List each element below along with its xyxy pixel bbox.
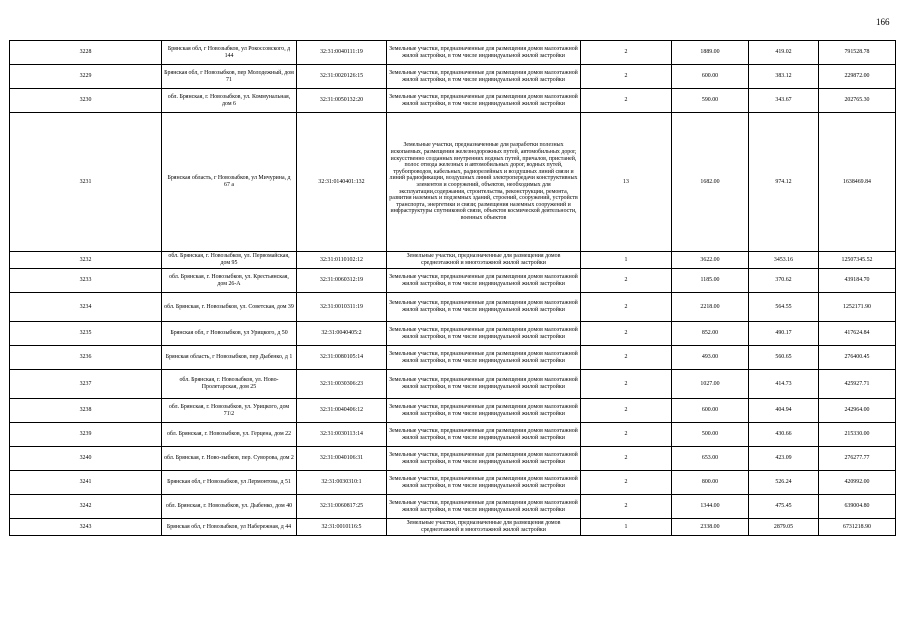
area-cell: 3622.00: [672, 252, 749, 269]
cadastral-value-cell: 229872.00: [819, 65, 896, 89]
row-number: 3231: [10, 113, 162, 252]
group-cell: 2: [581, 346, 672, 370]
specific-value-cell: 370.62: [749, 269, 819, 293]
area-cell: 1344.00: [672, 495, 749, 519]
cadastral-number-cell: 32:31:0030113:14: [297, 423, 387, 447]
specific-value-cell: 404.94: [749, 399, 819, 423]
cadastral-value-cell: 276400.45: [819, 346, 896, 370]
group-cell: 2: [581, 370, 672, 399]
row-number: 3230: [10, 89, 162, 113]
group-cell: 2: [581, 41, 672, 65]
group-cell: 2: [581, 65, 672, 89]
cadastral-number-cell: 32:31:0040106:31: [297, 447, 387, 471]
address-cell: обл. Брянская, г. Новозыбков, ул. Герцена, дом 22: [162, 423, 297, 447]
group-cell: 2: [581, 89, 672, 113]
specific-value-cell: 526.24: [749, 471, 819, 495]
group-cell: 2: [581, 471, 672, 495]
table-row: [10, 370, 896, 399]
specific-value-cell: 430.66: [749, 423, 819, 447]
cadastral-number-cell: 32:31:0040406:12: [297, 399, 387, 423]
land-use-cell: Земельные участки, предназначенные для размещения домов малоэтажной жилой застройки, в том числе индивидуальной жилой застройки: [387, 65, 581, 89]
address-cell: Брянская область, г Новозыбков, пер Дыбенко, д 1: [162, 346, 297, 370]
cadastral-value-cell: 1252171.90: [819, 293, 896, 322]
cadastral-value-cell: 417624.84: [819, 322, 896, 346]
area-cell: 493.00: [672, 346, 749, 370]
area-cell: 800.00: [672, 471, 749, 495]
row-number: 3242: [10, 495, 162, 519]
area-cell: 500.00: [672, 423, 749, 447]
land-use-cell: Земельные участки, предназначенные для размещения домов малоэтажной жилой застройки, в том числе индивидуальной жилой застройки: [387, 346, 581, 370]
specific-value-cell: 383.12: [749, 65, 819, 89]
row-number: 3228: [10, 41, 162, 65]
group-cell: 2: [581, 293, 672, 322]
land-use-cell: Земельные участки, предназначенные для размещения домов малоэтажной жилой застройки, в том числе индивидуальной жилой застройки: [387, 269, 581, 293]
land-use-cell: Земельные участки, предназначенные для размещения домов малоэтажной жилой застройки, в том числе индивидуальной жилой застройки: [387, 293, 581, 322]
group-cell: 1: [581, 252, 672, 269]
area-cell: 852.00: [672, 322, 749, 346]
table-row: [10, 269, 896, 293]
cadastral-number-cell: 32:31:0140401:132: [297, 113, 387, 252]
table-row: [10, 423, 896, 447]
land-use-cell: Земельные участки, предназначенные для размещения домов среднеэтажной и многоэтажной жилой застройки: [387, 519, 581, 536]
address-cell: обл. Брянская, г. Новозыбков, ул. Урицкого, дом 71\2: [162, 399, 297, 423]
cadastral-number-cell: 32:31:0010116:5: [297, 519, 387, 536]
land-registry-table: [9, 40, 896, 536]
group-cell: 13: [581, 113, 672, 252]
address-cell: Брянская обл, г Новозыбков, ул Урицкого, д 50: [162, 322, 297, 346]
table-row: [10, 346, 896, 370]
table-row: [10, 293, 896, 322]
land-use-cell: Земельные участки, предназначенные для размещения домов среднеэтажной и многоэтажной жилой застройки: [387, 252, 581, 269]
area-cell: 1185.00: [672, 269, 749, 293]
group-cell: 2: [581, 423, 672, 447]
specific-value-cell: 414.73: [749, 370, 819, 399]
address-cell: Брянская обл, г Новозыбков, ул Набережная, д 44: [162, 519, 297, 536]
land-use-cell: Земельные участки, предназначенные для размещения домов малоэтажной жилой застройки, в том числе индивидуальной жилой застройки: [387, 399, 581, 423]
cadastral-value-cell: 439184.70: [819, 269, 896, 293]
table-row: [10, 399, 896, 423]
address-cell: обл. Брянская, г. Новозыбков, ул. Крестьянская, дом 26-А: [162, 269, 297, 293]
table-body: [10, 41, 896, 536]
address-cell: обл. Брянская, г. Новозыбков, ул. Дыбенко, дом 40: [162, 495, 297, 519]
specific-value-cell: 343.67: [749, 89, 819, 113]
address-cell: обл. Брянская, г. Новозыбков, ул. Советская, дом 39: [162, 293, 297, 322]
area-cell: 1682.00: [672, 113, 749, 252]
table-row: [10, 495, 896, 519]
area-cell: 590.00: [672, 89, 749, 113]
row-number: 3236: [10, 346, 162, 370]
group-cell: 1: [581, 519, 672, 536]
row-number: 3239: [10, 423, 162, 447]
land-use-cell: Земельные участки, предназначенные для размещения домов малоэтажной жилой застройки, в том числе индивидуальной жилой застройки: [387, 471, 581, 495]
cadastral-number-cell: 32:31:0030306:23: [297, 370, 387, 399]
table-row: [10, 252, 896, 269]
table-row: [10, 519, 896, 536]
area-cell: 1889.00: [672, 41, 749, 65]
specific-value-cell: 560.65: [749, 346, 819, 370]
land-use-cell: Земельные участки, предназначенные для размещения домов малоэтажной жилой застройки, в том числе индивидуальной жилой застройки: [387, 89, 581, 113]
group-cell: 2: [581, 322, 672, 346]
cadastral-number-cell: 32:31:0080105:14: [297, 346, 387, 370]
row-number: 3238: [10, 399, 162, 423]
cadastral-number-cell: 32:31:0010311:19: [297, 293, 387, 322]
row-number: 3237: [10, 370, 162, 399]
area-cell: 653.00: [672, 447, 749, 471]
row-number: 3234: [10, 293, 162, 322]
row-number: 3235: [10, 322, 162, 346]
address-cell: обл. Брянская, г. Новозыбков, ул. Ново-Пролетарская, дом 25: [162, 370, 297, 399]
specific-value-cell: 423.09: [749, 447, 819, 471]
table-row: [10, 322, 896, 346]
row-number: 3240: [10, 447, 162, 471]
table-row: [10, 89, 896, 113]
row-number: 3241: [10, 471, 162, 495]
cadastral-value-cell: 12507345.52: [819, 252, 896, 269]
cadastral-value-cell: 791528.78: [819, 41, 896, 65]
cadastral-number-cell: 32:31:0040405:2: [297, 322, 387, 346]
row-number: 3243: [10, 519, 162, 536]
area-cell: 600.00: [672, 65, 749, 89]
address-cell: обл. Брянская, г. Ново-зыбков, пер. Суворова, дом 2: [162, 447, 297, 471]
specific-value-cell: 490.17: [749, 322, 819, 346]
cadastral-value-cell: 202765.30: [819, 89, 896, 113]
group-cell: 2: [581, 269, 672, 293]
cadastral-number-cell: 32:31:0030310:1: [297, 471, 387, 495]
land-use-cell: Земельные участки, предназначенные для размещения домов малоэтажной жилой застройки, в том числе индивидуальной жилой застройки: [387, 370, 581, 399]
address-cell: обл. Брянская, г. Новозыбков, ул. Коммунальная, дом 6: [162, 89, 297, 113]
group-cell: 2: [581, 399, 672, 423]
specific-value-cell: 2879.05: [749, 519, 819, 536]
specific-value-cell: 564.55: [749, 293, 819, 322]
cadastral-value-cell: 215330.00: [819, 423, 896, 447]
cadastral-value-cell: 242964.00: [819, 399, 896, 423]
area-cell: 2218.00: [672, 293, 749, 322]
cadastral-value-cell: 420992.00: [819, 471, 896, 495]
cadastral-number-cell: 32:31:0060817:25: [297, 495, 387, 519]
cadastral-value-cell: 639004.80: [819, 495, 896, 519]
cadastral-number-cell: 32:31:0040111:19: [297, 41, 387, 65]
cadastral-number-cell: 32:31:0110102:12: [297, 252, 387, 269]
land-use-cell: Земельные участки, предназначенные для размещения домов малоэтажной жилой застройки, в том числе индивидуальной жилой застройки: [387, 447, 581, 471]
specific-value-cell: 419.02: [749, 41, 819, 65]
land-use-cell: Земельные участки, предназначенные для размещения домов малоэтажной жилой застройки, в том числе индивидуальной жилой застройки: [387, 423, 581, 447]
table-row: [10, 41, 896, 65]
address-cell: Брянская область, г Новозыбков, ул Мичурина, д 67 а: [162, 113, 297, 252]
cadastral-value-cell: 6731218.90: [819, 519, 896, 536]
table-row: [10, 113, 896, 252]
land-use-cell: Земельные участки, предназначенные для разработки полезных ископаемых, размещения железнодорожных путей, автомобильных дорог, искусственно созданных внутренних водных путей, причалов, пристаней, полос отвода железных и автомобильных дорог, водных путей, трубопроводов, кабельных, радиорелейных и воздушных линий связи и линий радиофикации, воздушных линий электропередачи конструктивных элементов и сооружений, объектов, необходимых для эксплуатации,содержания, строительства, реконструкции, ремонта, развития наземных и подземных зданий, строений, сооружений, устройств транспорта, энергетики и связи; размещения наземных сооружений и инфраструктуры спутниковой связи, объектов космической деятельности, военных объектов: [387, 113, 581, 252]
specific-value-cell: 3453.16: [749, 252, 819, 269]
group-cell: 2: [581, 495, 672, 519]
address-cell: Брянская обл, г Новозыбков, ул Лермонтова, д 51: [162, 471, 297, 495]
address-cell: Брянская обл, г Новозыбков, ул Рокоссовского, д 144: [162, 41, 297, 65]
table-row: [10, 447, 896, 471]
cadastral-value-cell: 425927.71: [819, 370, 896, 399]
land-use-cell: Земельные участки, предназначенные для размещения домов малоэтажной жилой застройки, в том числе индивидуальной жилой застройки: [387, 495, 581, 519]
row-number: 3232: [10, 252, 162, 269]
specific-value-cell: 974.12: [749, 113, 819, 252]
land-use-cell: Земельные участки, предназначенные для размещения домов малоэтажной жилой застройки, в том числе индивидуальной жилой застройки: [387, 322, 581, 346]
cadastral-value-cell: 276277.77: [819, 447, 896, 471]
specific-value-cell: 475.45: [749, 495, 819, 519]
page-number: 166: [876, 17, 890, 27]
area-cell: 600.00: [672, 399, 749, 423]
table-row: [10, 471, 896, 495]
area-cell: 2338.00: [672, 519, 749, 536]
row-number: 3229: [10, 65, 162, 89]
cadastral-number-cell: 32:31:0020126:15: [297, 65, 387, 89]
address-cell: обл. Брянская, г. Новозыбков, ул. Первомайская, дом 95: [162, 252, 297, 269]
address-cell: Брянская обл, г Новозыбков, пер Молодежный, дом 71: [162, 65, 297, 89]
area-cell: 1027.00: [672, 370, 749, 399]
row-number: 3233: [10, 269, 162, 293]
cadastral-number-cell: 32:31:0050132:20: [297, 89, 387, 113]
cadastral-value-cell: 1638469.84: [819, 113, 896, 252]
land-use-cell: Земельные участки, предназначенные для размещения домов малоэтажной жилой застройки, в том числе индивидуальной жилой застройки: [387, 41, 581, 65]
table-row: [10, 65, 896, 89]
cadastral-number-cell: 32:31:0060312:19: [297, 269, 387, 293]
group-cell: 2: [581, 447, 672, 471]
